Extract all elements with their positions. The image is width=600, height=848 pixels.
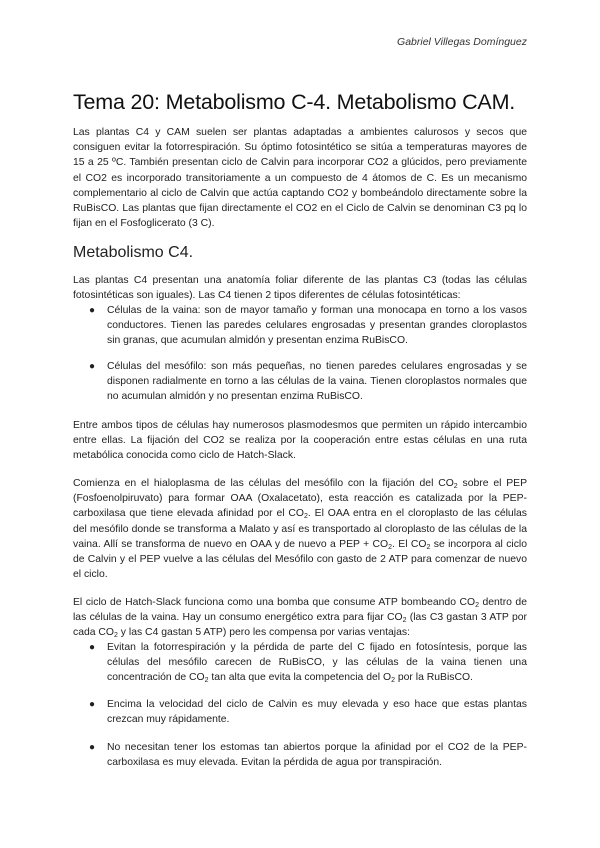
author-header: Gabriel Villegas Domínguez	[397, 36, 527, 48]
list-item	[73, 640, 527, 686]
bullet-icon: ●	[89, 361, 96, 372]
list-item-text: Encima la velocidad del ciclo de Calvin es muy elevada y eso hace que estas plantas crezcan muy rápidamente.	[107, 699, 527, 726]
list-item	[73, 697, 527, 727]
intro-paragraph: Las plantas C4 y CAM suelen ser plantas adaptadas a ambientes calurosos y secos que consiguen evitar la fotorrespiración. Su óptimo fotosintético se sitúa a temperaturas mayores de 15 a 25 ºC. También presentan ciclo de Calvin para incorporar CO2 a glúcidos, pero previamente el CO2 es incorporado transitoriamente a un compuesto de 4 átomos de C. Es un mecanismo complementario al ciclo de Calvin que actúa captando CO2 y bombeándolo directamente sobre la RuBisCO. Las plantas que fijan directamente el CO2 en el Ciclo de Calvin se denominan C3 pq lo fijan en el Fosfoglicerato (3 C).	[73, 127, 527, 230]
text-run: El ciclo de Hatch-Slack funciona como una bomba que consume ATP bombeando CO	[73, 597, 476, 608]
list-item-text: Células del mesófilo: son más pequeñas, no tienen paredes celulares engrosadas y se disponen radialmente en torno a las células de la vaina. Tienen cloroplastos normales que no acumulan almidón y no presentan enzima RuBisCO.	[107, 361, 527, 403]
subscript: 2	[388, 543, 393, 551]
list-item-text	[107, 642, 527, 683]
bullet-icon: ●	[89, 642, 96, 653]
plasmodesmata-paragraph: Entre ambos tipos de células hay numerosos plasmodesmos que permiten un rápido intercambio entre ellas. La fijación del CO2 se realiza por la cooperación entre estas células en una ruta metabólica conocida como ciclo de Hatch-Slack.	[73, 420, 527, 462]
subscript: 2	[304, 513, 308, 521]
page-title: Tema 20: Metabolismo C-4. Metabolismo CAM.	[73, 90, 516, 114]
list-item	[73, 740, 527, 770]
subscript: 2	[402, 617, 407, 625]
bullet-icon: ●	[89, 699, 96, 710]
subscript: 2	[426, 543, 431, 551]
pump-paragraph	[73, 595, 527, 641]
advantages-list-2	[73, 697, 527, 727]
list-item	[73, 359, 527, 405]
advantages-list-3	[73, 740, 527, 770]
list-item	[73, 303, 527, 349]
subscript: 2	[391, 677, 395, 685]
list-item-text: Células de la vaina: son de mayor tamaño y forman una monocapa en torno a los vasos conductores. Tienen las paredes celulares engrosadas y presentan grandes cloroplastos sin granas, que acumulan almidón y presentan enzima RuBisCO.	[107, 305, 527, 347]
cell-types-list	[73, 303, 527, 349]
text-run: tan alta que evita la competencia del O	[208, 672, 392, 684]
subscript: 2	[475, 602, 479, 609]
text-run: se incorpora al ciclo de Calvin y el PEP vuelve a las células del Mesófilo con gasto de 2 ATP para comenzar de nuevo el ciclo.	[73, 538, 527, 581]
text-run: . El CO	[392, 538, 427, 550]
text-run: (las C3 gastan 3 ATP por cada CO	[73, 612, 527, 639]
text-run: sobre el PEP (Fosfoenolpiruvato) para formar OAA (Oxalacetato), esta reacción es catalizada por la PEP-carboxilasa que tiene elevada afinidad por el CO	[73, 478, 528, 520]
section-heading-c4: Metabolismo C4.	[73, 244, 194, 261]
bullet-icon: ●	[89, 742, 96, 753]
list-item-text: No necesitan tener los estomas tan abiertos porque la afinidad por el CO2 de la PEP-carboxilasa es muy elevada. Evitan la pérdida de agua por transpiración.	[107, 742, 527, 769]
text-run: . El OAA entra en el cloroplasto de las células del mesófilo donde se transforma a Malato y así es transportado al cloroplasto de las células de la vaina. Allí se transforma de nuevo en OAA y de nuevo a PEP + CO	[73, 508, 527, 550]
text-run: dentro de las células de la vaina. Hay un consumo energético extra para fijar CO	[73, 597, 527, 624]
subscript: 2	[204, 677, 209, 685]
c4-anatomy-paragraph: Las plantas C4 presentan una anatomía foliar diferente de las plantas C3 (todas las células fotosintéticas son iguales). Las C4 tienen 2 tipos diferentes de células fotosintéticas:	[73, 275, 527, 302]
cell-types-list-2	[73, 359, 527, 405]
text-run: por la RuBisCO.	[394, 672, 473, 684]
text-run: y las C4 gastan 5 ATP) pero les compensa por varias ventajas:	[117, 627, 410, 639]
advantages-list	[73, 640, 527, 686]
subscript: 2	[114, 632, 118, 640]
bullet-icon: ●	[89, 305, 96, 316]
text-run: Evitan la fotorrespiración y la pérdida de parte del C fijado en fotosíntesis, porque las células del mesófilo carecen de RuBisCO, y las células de la vaina tienen una concentración de CO	[107, 642, 527, 684]
text-run: Comienza en el hialoplasma de las células del mesófilo con la fijación del CO	[73, 478, 454, 489]
hatch-slack-paragraph	[73, 476, 527, 582]
subscript: 2	[453, 483, 458, 490]
